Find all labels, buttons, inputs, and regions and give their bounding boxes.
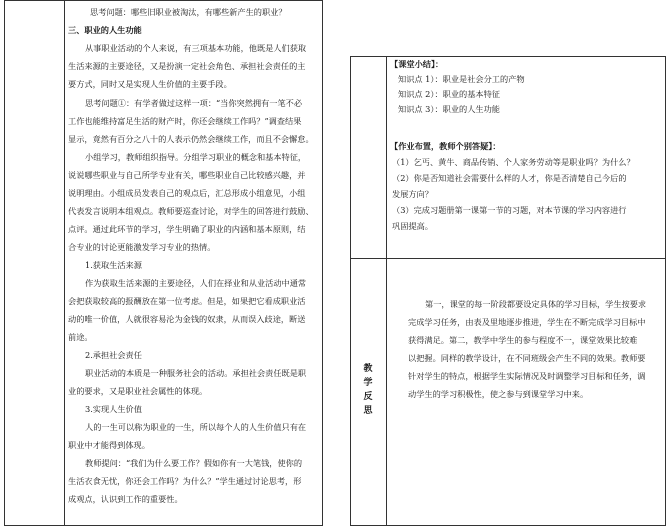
- reflection-line: 动学生的学习积极性，使之参与到课堂学习中来。: [408, 389, 589, 399]
- paragraph-line: 说说哪些职业与自己所学专业有关，哪些职业自己比较感兴趣，并: [68, 170, 306, 180]
- right-table-frame: [350, 56, 666, 526]
- paragraph-line: 说明理由。小组成员发表自己的观点后，汇总形成小组意见，小组: [68, 188, 306, 198]
- homework-line: （3）完成习题册第一课第一节的习题，对本节课的学习内容进行: [392, 205, 627, 215]
- right-table-column-divider: [386, 56, 387, 526]
- section-heading-life-functions: 三、职业的人生功能: [68, 25, 142, 35]
- question-old-new-jobs: 思考问题：哪些旧职业被淘汰，有哪些新产生的职业？: [90, 7, 287, 17]
- paragraph-line: 显示，竟然有百分之八十的人表示仍然会继续工作，而且不会懈怠。: [68, 134, 314, 144]
- reflection-line: 第一，课堂的每一阶段都要设定具体的学习目标，学生按要求: [425, 299, 647, 309]
- paragraph-line: 作为获取生活来源的主要途径，人们在择业和从业活动中通常: [85, 278, 307, 288]
- homework-line: （2）你是否知道社会需要什么样的人才，你是否清楚自己今后的: [392, 173, 627, 183]
- reflection-line: 获得满足。第二，教学中学生的参与程度不一，课堂效果比较难: [408, 335, 638, 345]
- paragraph-line: 会把获取较高的报酬放在第一位考虑。但是，如果把它看成职业活: [68, 296, 306, 306]
- homework-line: 巩固提高。: [392, 221, 433, 231]
- homework-line: （1）乞丐、黄牛、商品传销、个人家务劳动等是职业吗？为什么？: [392, 157, 635, 167]
- paragraph-line: 小组学习，教师组织指导。分组学习职业的概念和基本特征，: [85, 152, 307, 162]
- paragraph-line: 职业活动的本质是一种服务社会的活动。承担社会责任既是职: [85, 368, 307, 378]
- paragraph-line: 动的唯一价值，人就很容易沦为金钱的奴隶，从而误入歧途，断送: [68, 314, 306, 324]
- reflection-line: 以把握。同样的教学设计，在不同班级会产生不同的效果。教师要: [408, 353, 646, 363]
- reflection-line: 完成学习任务，由表及里地逐步推进，学生在不断完成学习目标中: [408, 317, 646, 327]
- teaching-reflection-label: 教学反思: [363, 364, 373, 416]
- summary-item: 知识点 2）：职业的基本特征: [398, 89, 500, 99]
- paragraph-line: 业的要求，又是职业社会属性的体现。: [68, 386, 208, 396]
- paragraph-line: 职业中才能得到体现。: [68, 440, 150, 450]
- subheading-social-responsibility: 2.承担社会责任: [85, 350, 142, 360]
- paragraph-line: 成观点，认识到工作的重要性。: [68, 494, 183, 504]
- paragraph-line: 前途。: [68, 332, 93, 342]
- reflection-line: 针对学生的特点，根据学生实际情况及时调整学习目标和任务，调: [408, 371, 646, 381]
- paragraph-line: 教师提问：“我们为什么要工作？假如你有一大笔钱，使你的: [85, 458, 303, 468]
- homework-title: 【作业布置，教师个别答疑】：: [390, 141, 501, 151]
- subheading-life-value: 3.实现人生价值: [85, 404, 142, 414]
- paragraph-line: 要方式，同时又是实现人生价值的主要手段。: [68, 79, 232, 89]
- summary-title: 【课堂小结】：: [390, 59, 444, 69]
- left-table-column-divider: [64, 0, 65, 526]
- paragraph-line: 点评。通过此环节的学习，学生明确了职业的内涵和基本原则，结: [68, 224, 306, 234]
- paragraph-line: 代表发言说明本组观点。教师要巡查讨论，对学生的回答进行鼓励、: [68, 206, 314, 216]
- paragraph-line: 合专业的讨论更能激发学习专业的热情。: [68, 242, 216, 252]
- paragraph-line: 思考问题①：有学者做过这样一项：“当你突然拥有一笔不必: [85, 98, 303, 108]
- paragraph-line: 工作也能维持富足生活的财产时，你还会继续工作吗？”调查结果: [68, 116, 302, 126]
- subheading-income: 1.获取生活来源: [85, 260, 142, 270]
- paragraph-line: 生活衣食无忧，你还会工作吗？为什么？”学生通过讨论思考，形: [68, 476, 302, 486]
- summary-item: 知识点 1）：职业是社会分工的产物: [398, 74, 525, 84]
- right-table-row-divider: [350, 258, 666, 259]
- summary-item: 知识点 3）：职业的人生功能: [398, 104, 500, 114]
- homework-line: 发展方向？: [392, 189, 433, 199]
- paragraph-line: 从事职业活动的个人来说，有三项基本功能，他既是人们获取: [85, 43, 307, 53]
- paragraph-line: 生活来源的主要途径，又是扮演一定社会角色、承担社会责任的主: [68, 61, 306, 71]
- paragraph-line: 人的一生可以称为职业的一生，所以每个人的人生价值只有在: [85, 422, 307, 432]
